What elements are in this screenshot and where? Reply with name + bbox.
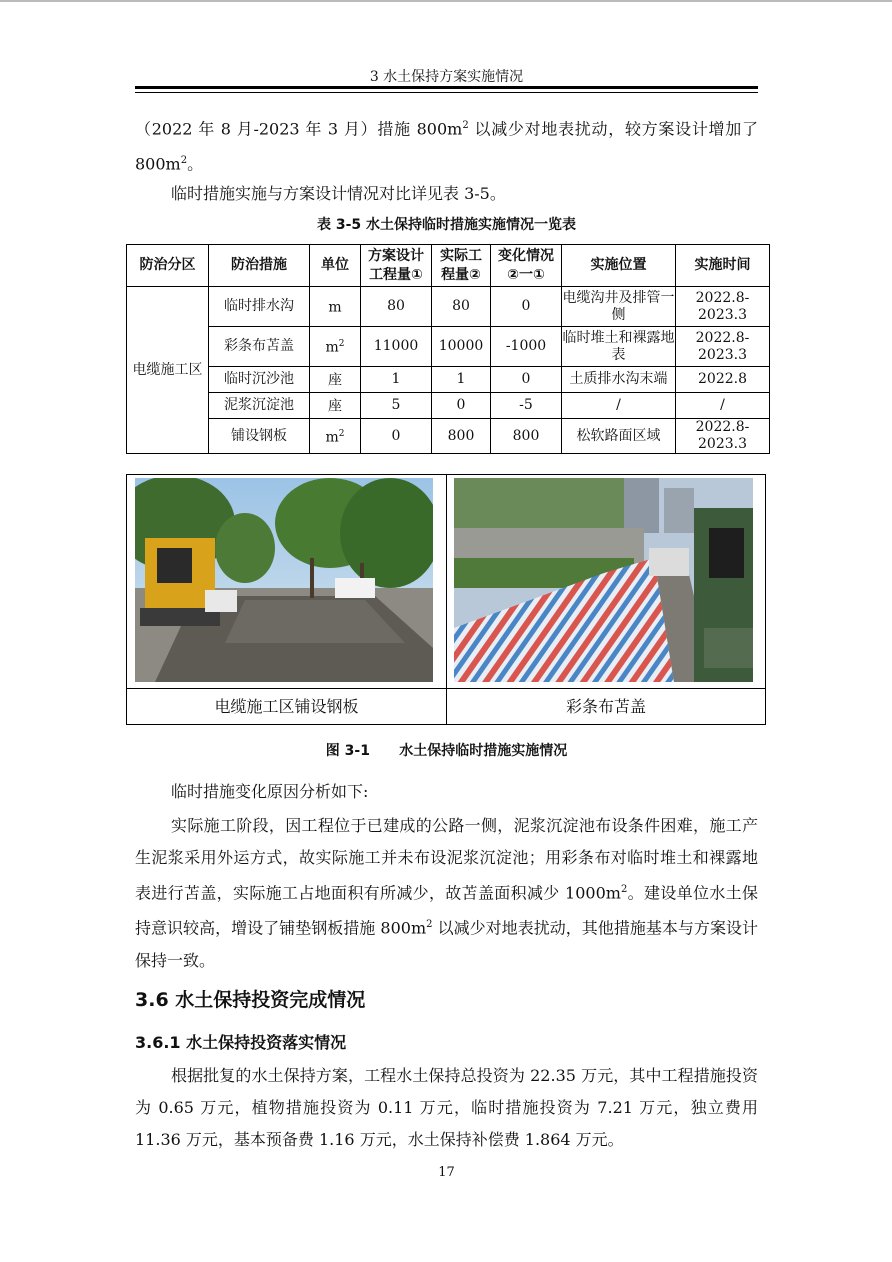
actual-cell: 0: [432, 393, 491, 419]
header-rule-thick: [135, 86, 758, 89]
table-row: [127, 393, 770, 419]
unit-cell: $m^2$: [310, 327, 361, 367]
design-cell: 80: [361, 287, 432, 327]
col-header-actual: 实际工 程量②: [432, 245, 491, 287]
col-header-location: 实施位置: [562, 245, 676, 287]
intro-paragraph: （2022 年 8 月-2023 年 3 月）措施 $800m^2$ 以减少对地表扰动，较方案设计增加了 $800m^2$。: [135, 119, 758, 174]
top-edge-line: [0, 0, 892, 2]
measure-cell: 临时排水沟: [209, 287, 310, 327]
table-row: [127, 367, 770, 393]
location-cell: 松软路面区域: [562, 419, 676, 454]
time-cell: 2022.8-2023.3: [676, 419, 770, 454]
change-cell: 0: [491, 287, 562, 327]
unit-cell: m: [310, 287, 361, 327]
zone-cell: 电缆施工区: [127, 287, 209, 454]
location-cell: /: [562, 393, 676, 419]
time-cell: 2022.8-2023.3: [676, 327, 770, 367]
steel-plate-photo: [135, 478, 433, 682]
time-cell: /: [676, 393, 770, 419]
col-header-unit: 单位: [310, 245, 361, 287]
col-header-design: 方案设计 工程量①: [361, 245, 432, 287]
unit-cell: $m^2$: [310, 419, 361, 454]
measures-table: [126, 244, 770, 454]
section-heading: 3.6 水土保持投资完成情况: [135, 989, 366, 1011]
unit-cell: 座: [310, 367, 361, 393]
change-cell: 0: [491, 367, 562, 393]
page-number: 17: [438, 1165, 455, 1180]
photo-figure: [126, 474, 766, 725]
design-cell: 5: [361, 393, 432, 419]
table-caption: 表 3-5 水土保持临时措施实施情况一览表: [316, 217, 577, 233]
col-header-zone: 防治分区: [127, 245, 209, 287]
figure-caption: 图 3-1 水土保持临时措施实施情况: [325, 743, 568, 759]
subsection-heading: 3.6.1 水土保持投资落实情况: [135, 1033, 347, 1052]
measure-cell: 临时沉沙池: [209, 367, 310, 393]
unit-cell: 座: [310, 393, 361, 419]
actual-cell: 10000: [432, 327, 491, 367]
tarp-cover-photo: [454, 478, 753, 682]
location-cell: 临时堆土和裸露地表: [562, 327, 676, 367]
table-row: [127, 419, 770, 454]
location-cell: 土质排水沟末端: [562, 367, 676, 393]
actual-cell: 1: [432, 367, 491, 393]
running-header: 3 水土保持方案实施情况: [369, 69, 524, 85]
col-header-measure: 防治措施: [209, 245, 310, 287]
table-row: [127, 327, 770, 367]
table-reference-paragraph: 临时措施实施与方案设计情况对比详见表 3-5。: [171, 184, 506, 203]
table-header-row: [127, 245, 770, 287]
change-cell: -1000: [491, 327, 562, 367]
location-cell: 电缆沟井及排管一侧: [562, 287, 676, 327]
design-cell: 0: [361, 419, 432, 454]
design-cell: 11000: [361, 327, 432, 367]
measure-cell: 泥浆沉淀池: [209, 393, 310, 419]
analysis-lead: 临时措施变化原因分析如下:: [171, 782, 369, 801]
actual-cell: 800: [432, 419, 491, 454]
time-cell: 2022.8: [676, 367, 770, 393]
header-rule-thin: [135, 92, 758, 93]
time-cell: 2022.8-2023.3: [676, 287, 770, 327]
change-cell: 800: [491, 419, 562, 454]
measure-cell: 彩条布苫盖: [209, 327, 310, 367]
left-photo-label: 电缆施工区铺设钢板: [214, 697, 359, 716]
col-header-change: 变化情况 ②一①: [491, 245, 562, 287]
actual-cell: 80: [432, 287, 491, 327]
col-header-time: 实施时间: [676, 245, 770, 287]
figure-divider-vertical: [446, 475, 447, 724]
analysis-paragraph: 实际施工阶段，因工程位于已建成的公路一侧，泥浆沉淀池布设条件困难，施工产生泥浆采用外运方式，故实际施工并未布设泥浆沉淀池；用彩条布对临时堆土和裸露地表进行苫盖，实际施工占地面积有所减少，故苫盖面积减少 $1000m^2$。建设单位水土保持意识较高，增设了铺垫钢板措施 $800m^2$ 以减少对地表扰动，其他措施基本与方案设计保持一致。: [135, 816, 758, 970]
investment-paragraph: 根据批复的水土保持方案，工程水土保持总投资为 22.35 万元，其中工程措施投资为 0.65 万元，植物措施投资为 0.11 万元，临时措施投资为 7.21 万元，独立费用 11.36 万元，基本预备费 1.16 万元，水土保持补偿费 1.864 万元。: [135, 1066, 758, 1149]
design-cell: 1: [361, 367, 432, 393]
change-cell: -5: [491, 393, 562, 419]
measure-cell: 铺设钢板: [209, 419, 310, 454]
right-photo-label: 彩条布苫盖: [565, 697, 646, 716]
table-row: [127, 287, 770, 327]
